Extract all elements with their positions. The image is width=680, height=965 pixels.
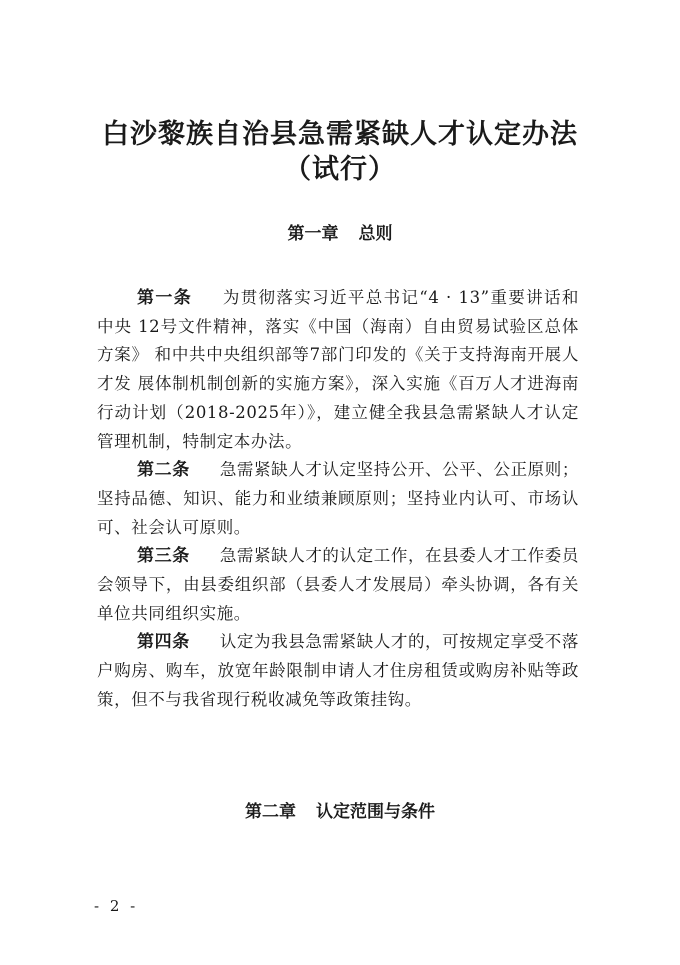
document-title-subtitle: （试行） [284, 154, 396, 185]
article-4 [97, 628, 579, 714]
article-label: 第四条 [137, 632, 190, 653]
article-label: 第一条 [137, 288, 193, 308]
chapter-name: 总则 [358, 224, 393, 244]
article-text: 为贯彻落实习近平总书记“4 · 13”重要讲话和中央 12号文件精神，落实《中国（海南）自由贸易试验区总体方案》 和中共中央组织部等7部门印发的《关于支持海南开展人才发 展体制机制创新的实施方案》，深入实施《百万人才进海南行动计划（2018-2025年）》，建立健全我县急需紧缺人才认定管理机制，特制定本办法。 [97, 288, 579, 451]
article-text: 急需紧缺人才的认定工作，在县委人才工作委员 会领导下，由县委组织部（县委人才发展局）牵头协调，各有关单位共同组织实施。 [97, 546, 579, 623]
article-text: 急需紧缺人才认定坚持公开、公平、公正原则； 坚持品德、知识、能力和业绩兼顾原则；坚持业内认可、市场认可、社会认可原则。 [97, 460, 579, 537]
document-title: 白沙黎族自治县急需紧缺人才认定办法 [102, 119, 578, 150]
chapter-number: 第一章 [287, 224, 339, 244]
page-number: - 2 - [94, 897, 139, 915]
article-label: 第二条 [137, 460, 190, 481]
article-1 [97, 284, 579, 456]
article-3 [97, 542, 579, 628]
article-label: 第三条 [137, 546, 190, 567]
chapter-name: 认定范围与条件 [316, 802, 435, 822]
chapter-heading-1 [0, 219, 680, 244]
article-2 [97, 456, 579, 542]
chapter-number: 第二章 [245, 802, 296, 822]
chapter-heading-2 [0, 797, 680, 822]
chapter-1-body [97, 284, 579, 715]
article-text: 认定为我县急需紧缺人才的，可按规定享受不落户购房、购车，放宽年龄限制申请人才住房租赁或购房补贴等政策，但不与我省现行税收减免等政策挂钩。 [97, 632, 579, 709]
